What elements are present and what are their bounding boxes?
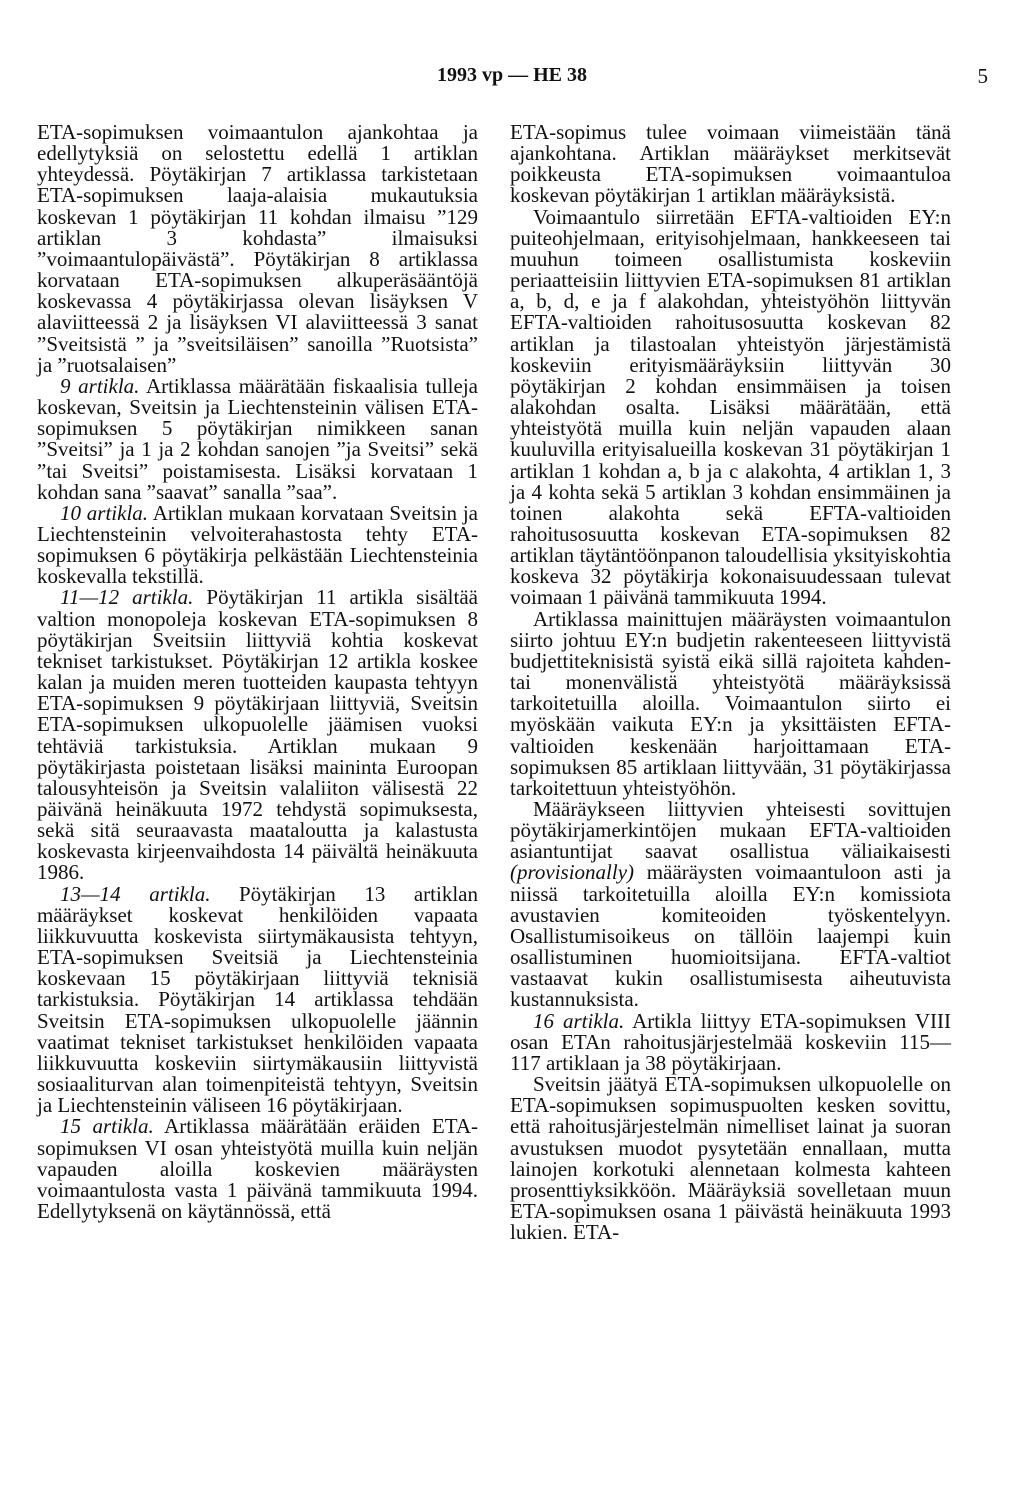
paragraph: ETA-sopimuksen voimaantulon ajankohtaa ja edellytyksiä on selostettu edellä 1 artiklan yhteydessä. Pöytäkirjan 7 artiklassa tarkistetaan ETA-sopimuksen laaja-alaisia mukautuksia koskevan 1 pöytäkirjan 11 kohdan ilmaisu ”129 artiklan 3 kohdasta” ilmaisuksi ”voimaantulopäivästä”. Pöytäkirjan 8 artiklassa korvataan ETA-sopimuksen alkuperäsääntöjä koskevassa 4 pöytäkirjassa olevan lisäyksen V alaviitteessä 2 ja lisäyksen VI alaviitteessä 3 sanat ”Sveitsistä ” ja ”sveitsiläisen” sanoilla ”Ruotsista” ja ”ruotsalaisen” <box>37 120 478 377</box>
article-label: 15 artikla. <box>60 1114 154 1139</box>
paragraph: ETA-sopimus tulee voimaan viimeistään tänä ajankohtana. Artiklan määräykset merkitsevät poikkeusta ETA-sopimuksen voimaantuloa koskevan pöytäkirjan 1 artiklan määräyksistä. <box>510 120 951 208</box>
paragraph: 10 artikla. Artiklan mukaan korvataan Sveitsin ja Liechtensteinin velvoiterahastosta tehty ETA-sopimuksen 6 pöytäkirja pelkästään Liechtensteinia koskevalla tekstillä. <box>37 500 479 589</box>
page-number: 5 <box>977 64 988 88</box>
paragraph: 15 artikla. Artiklassa määrätään eräiden ETA-sopimuksen VI osan yhteistyötä muilla kuin neljän vapauden aloilla koskevien määräysten voimaantulosta vasta 1 päivänä tammikuuta 1994. Edellytyksenä on käytännössä, että <box>37 1114 478 1223</box>
page-header <box>0 64 1024 94</box>
paragraph: Artiklassa mainittujen määräysten voimaantulon siirto johtuu EY:n budjetin rakenteeseen liittyvistä budjettiteknisistä syistä eikä sillä rajoiteta kahden- tai monenvälistä yhteistyötä määräyksissä tarkoitetuilla aloilla. Voimaantulon siirto ei myöskään vaikuta EY:n ja yksittäisten EFTA-valtioiden keskenään harjoittamaan ETA-sopimuksen 85 artiklaan liittyvään, 31 pöytäkirjassa tarkoitettuun yhteistyöhön. <box>510 606 951 800</box>
paragraph: 16 artikla. Artikla liittyy ETA-sopimuksen VIII osan ETAn rahoitusjärjestelmää koskeviin 115—117 artiklaan ja 38 pöytäkirjaan. <box>510 1008 951 1075</box>
left-column <box>37 122 478 1222</box>
article-label: 9 artikla. <box>60 373 140 398</box>
article-label: 11—12 artikla. <box>60 585 194 610</box>
article-label: 13—14 artikla. <box>60 881 211 906</box>
paragraph: Voimaantulo siirretään EFTA-valtioiden EY:n puiteohjelmaan, erityisohjelmaan, hankkeeseen tai muuhun toimeen osallistumista koskeviin periaatteisiin liittyvien ETA-sopimuksen 81 artiklan a, b, d, e ja f alakohdan, yhteistyöhön liittyvän EFTA-valtioiden rahoitusosuutta koskevan 82 artiklan ja tilastoalan yhteistyön järjestämistä koskeviin erityismääräyksiin liittyvän 30 pöytäkirjan 2 kohdan ensimmäisen ja toisen alakohdan osalta. Lisäksi määrätään, että yhteistyötä muilla kuin neljän vapauden alaan kuuluvilla erityisalueilla koskevan 31 pöytäkirjan 1 artiklan 1 kohdan a, b ja c alakohta, 4 artiklan 1, 3 ja 4 kohta sekä 5 artiklan 3 kohdan ensimmäinen ja toinen alakohta sekä EFTA-valtioiden rahoitusosuutta koskevan ETA-sopimuksen 82 artiklan täytäntöönpanon taloudellisia yksityiskohtia koskeva 32 pöytäkirja kokonaisuudessaan tulevat voimaan 1 päivänä tammikuuta 1994. <box>510 204 951 610</box>
article-label: 10 artikla. <box>60 500 149 525</box>
paragraph: Sveitsin jäätyä ETA-sopimuksen ulkopuolelle on ETA-sopimuksen sopimuspuolten kesken sovittu, että rahoitusjärjestelmän nimelliset lainat ja suoran avustuksen muodot pysytetään ennallaan, mutta lainojen korkotuki alennetaan kolmesta kahteen prosenttiyksikköön. Määräyksiä sovelletaan muun ETA-sopimuksen osana 1 päivästä heinäkuuta 1993 lukien. ETA- <box>510 1072 951 1245</box>
header-title: 1993 vp — HE 38 <box>436 64 588 86</box>
paragraph: 13—14 artikla. Pöytäkirjan 13 artiklan määräykset koskevat henkilöiden vapaata liikkuvuutta koskevista siirtymäkausista tehtyyn, ETA-sopimuksen Sveitsiä ja Liechtensteinia koskevaan 15 pöytäkirjaan liittyviä teknisiä tarkistuksia. Pöytäkirjan 14 artiklassa tehdään Sveitsin ETA-sopimuksen ulkopuolelle jäännin vaatimat tekniset tarkistukset henkilöiden vapaata liikkuvuutta koskeviin siirtymäkausiin liittyvistä sosiaaliturvan alan toimenpiteistä tehtyyn, Sveitsin ja Liechtensteinin väliseen 16 pöytäkirjaan. <box>37 881 478 1118</box>
italic-term: (provisionally) <box>510 860 635 885</box>
paragraph: 11—12 artikla. Pöytäkirjan 11 artikla sisältää valtion monopoleja koskevan ETA-sopimuksen 8 pöytäkirjan Sveitsiin liittyviä kohtia koskevat tekniset tarkistukset. Pöytäkirjan 12 artikla koskee kalan ja muiden meren tuotteiden kaupasta tehtyyn ETA-sopimuksen 9 pöytäkirjaan liittyviä, Sveitsin ETA-sopimuksen ulkopuolelle jäämisen vuoksi tehtäviä tarkistuksia. Artiklan mukaan 9 pöytäkirjasta poistetaan lisäksi maininta Euroopan talousyhteisön ja Sveitsin valaliiton välisestä 22 päivänä heinäkuuta 1972 tehdystä sopimuksesta, sekä sitä seuraavasta maataloutta ja kalastusta koskevasta kirjeenvaihdosta 14 päivältä heinäkuuta 1986. <box>37 585 478 885</box>
article-label: 16 artikla. <box>533 1008 625 1033</box>
right-column <box>510 122 951 1243</box>
paragraph: 9 artikla. Artiklassa määrätään fiskaalisia tulleja koskevan, Sveitsin ja Liechtensteinin välisen ETA-sopimuksen 5 pöytäkirjan nimikkeen sanan ”Sveitsi” ja 1 ja 2 kohdan sanojen ”ja Sveitsi” sekä ”tai Sveitsi” poistamisesta. Lisäksi korvataan 1 kohdan sana ”saavat” sanalla ”saa”. <box>37 373 478 504</box>
paragraph: Määräykseen liittyvien yhteisesti sovittujen pöytäkirjamerkintöjen mukaan EFTA-valtioiden asiantuntijat saavat osallistua väliaikaisesti (provisionally) määräysten voimaantuloon asti ja niissä tarkoitetuilla aloilla EY:n komissiota avustavien komiteoiden työskentelyyn. Osallistumisoikeus on tällöin laajempi kuin osallistuminen huomioitsijana. EFTA-valtiot vastaavat kukin osallistumisesta aiheutuvista kustannuksista. <box>510 797 951 1012</box>
